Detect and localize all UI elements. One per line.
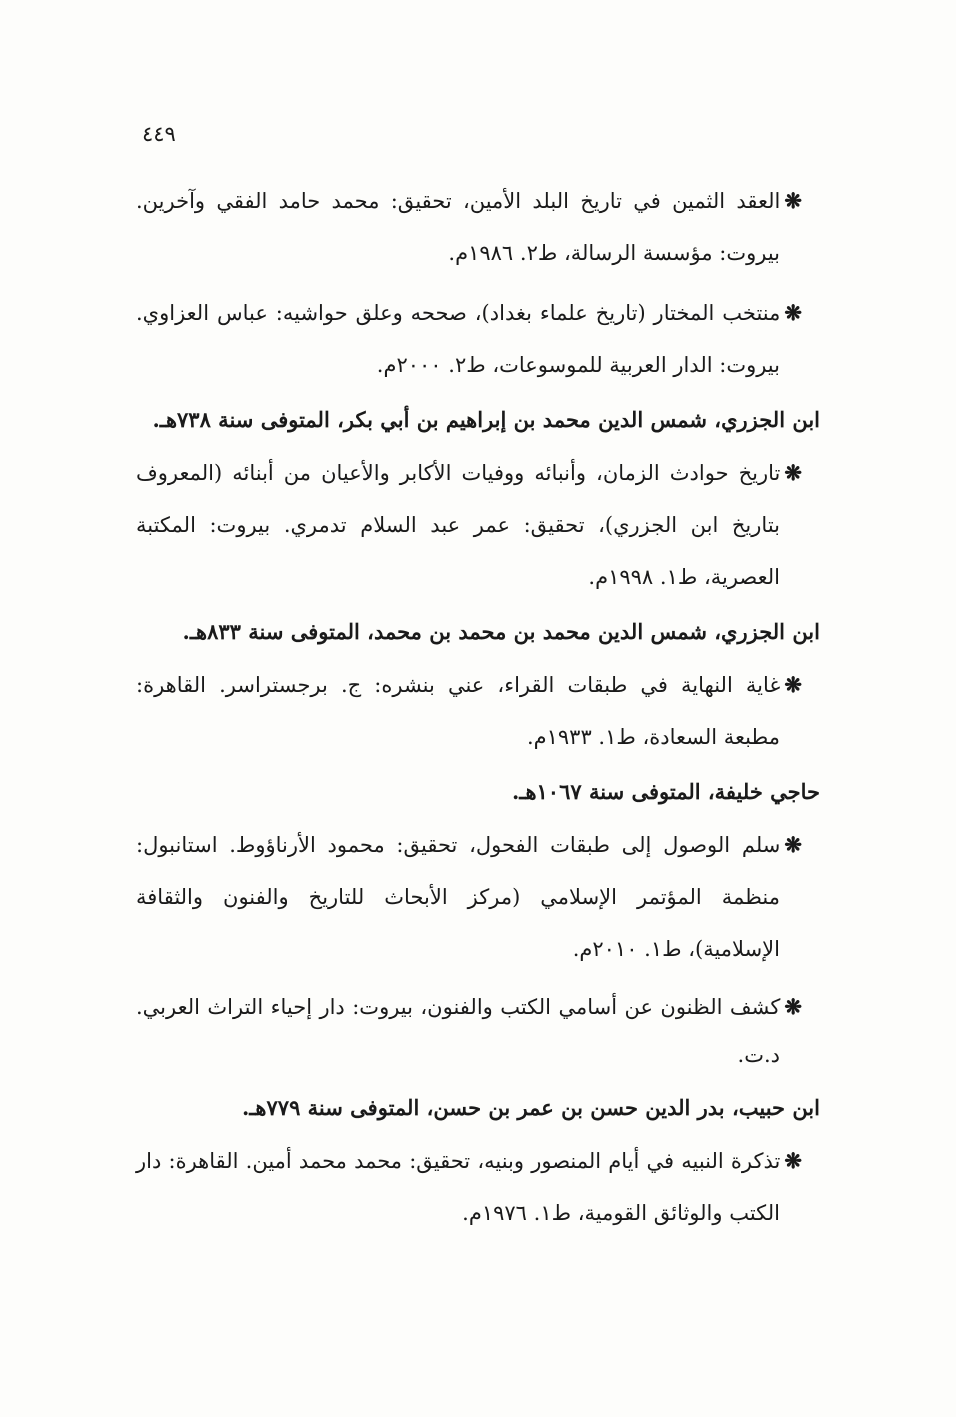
- bibliography-entry: [136, 287, 820, 391]
- bibliography-entry: [136, 659, 820, 763]
- entry-text: منتخب المختار (تاريخ علماء بغداد)، صححه وعلق حواشيه: عباس العزاوي. بيروت: الدار العربية للموسوعات، ط٢. ٢٠٠٠م.: [136, 301, 781, 377]
- author-heading: حاجي خليفة، المتوفى سنة ١٠٦٧هـ.: [511, 779, 820, 804]
- bullet-star-icon: ❋: [784, 188, 802, 213]
- bullet-star-icon: ❋: [784, 672, 802, 697]
- bibliography-list: [136, 175, 820, 1247]
- bullet-star-icon: ❋: [784, 300, 802, 325]
- entry-text: غاية النهاية في طبقات القراء، عني بنشره: ج. برجستراسر. القاهرة: مطبعة السعادة، ط١. ١٩٣٣م.: [136, 673, 781, 749]
- bullet-star-icon: ❋: [784, 994, 802, 1019]
- page-number: ٤٤٩: [142, 122, 176, 146]
- bullet-star-icon: ❋: [784, 832, 802, 857]
- author-heading: ابن الجزري، شمس الدين محمد بن محمد بن محمد، المتوفى سنة ٨٣٣هـ.: [182, 619, 820, 644]
- entry-text: تاريخ حوادث الزمان، وأنبائه ووفيات الأكابر والأعيان من أبنائه (المعروف بتاريخ ابن الجزري)، تحقيق: عمر عبد السلام تدمري. بيروت: المكتبة العصرية، ط١. ١٩٩٨م.: [136, 461, 781, 589]
- bibliography-entry: [136, 175, 820, 279]
- bibliography-entry: [136, 447, 820, 603]
- bullet-star-icon: ❋: [784, 1148, 802, 1173]
- entry-text: سلم الوصول إلى طبقات الفحول، تحقيق: محمود الأرناؤوط. استانبول: منظمة المؤتمر الإسلامي (مركز الأبحاث للتاريخ والفنون والثقافة الإسلامية)، ط١. ٢٠١٠م.: [136, 833, 781, 961]
- entry-text: العقد الثمين في تاريخ البلد الأمين، تحقيق: محمد حامد الفقي وآخرين. بيروت: مؤسسة الرسالة، ط٢. ١٩٨٦م.: [136, 189, 781, 265]
- entry-text: تذكرة النبيه في أيام المنصور وبنيه، تحقيق: محمد محمد أمين. القاهرة: دار الكتب والوثائق القومية، ط١. ١٩٧٦م.: [136, 1149, 781, 1225]
- bibliography-entry: [136, 819, 820, 975]
- bullet-star-icon: ❋: [784, 460, 802, 485]
- bibliography-entry: [136, 1135, 820, 1239]
- author-heading: ابن الجزري، شمس الدين محمد بن إبراهيم بن أبي بكر، المتوفى سنة ٧٣٨هـ.: [152, 407, 820, 432]
- author-heading: ابن حبيب، بدر الدين حسن بن عمر بن حسن، المتوفى سنة ٧٧٩هـ.: [241, 1095, 820, 1120]
- entry-text: كشف الظنون عن أسامي الكتب والفنون، بيروت: دار إحياء التراث العربي. د.ت.: [136, 995, 781, 1067]
- bibliography-entry: [136, 983, 820, 1079]
